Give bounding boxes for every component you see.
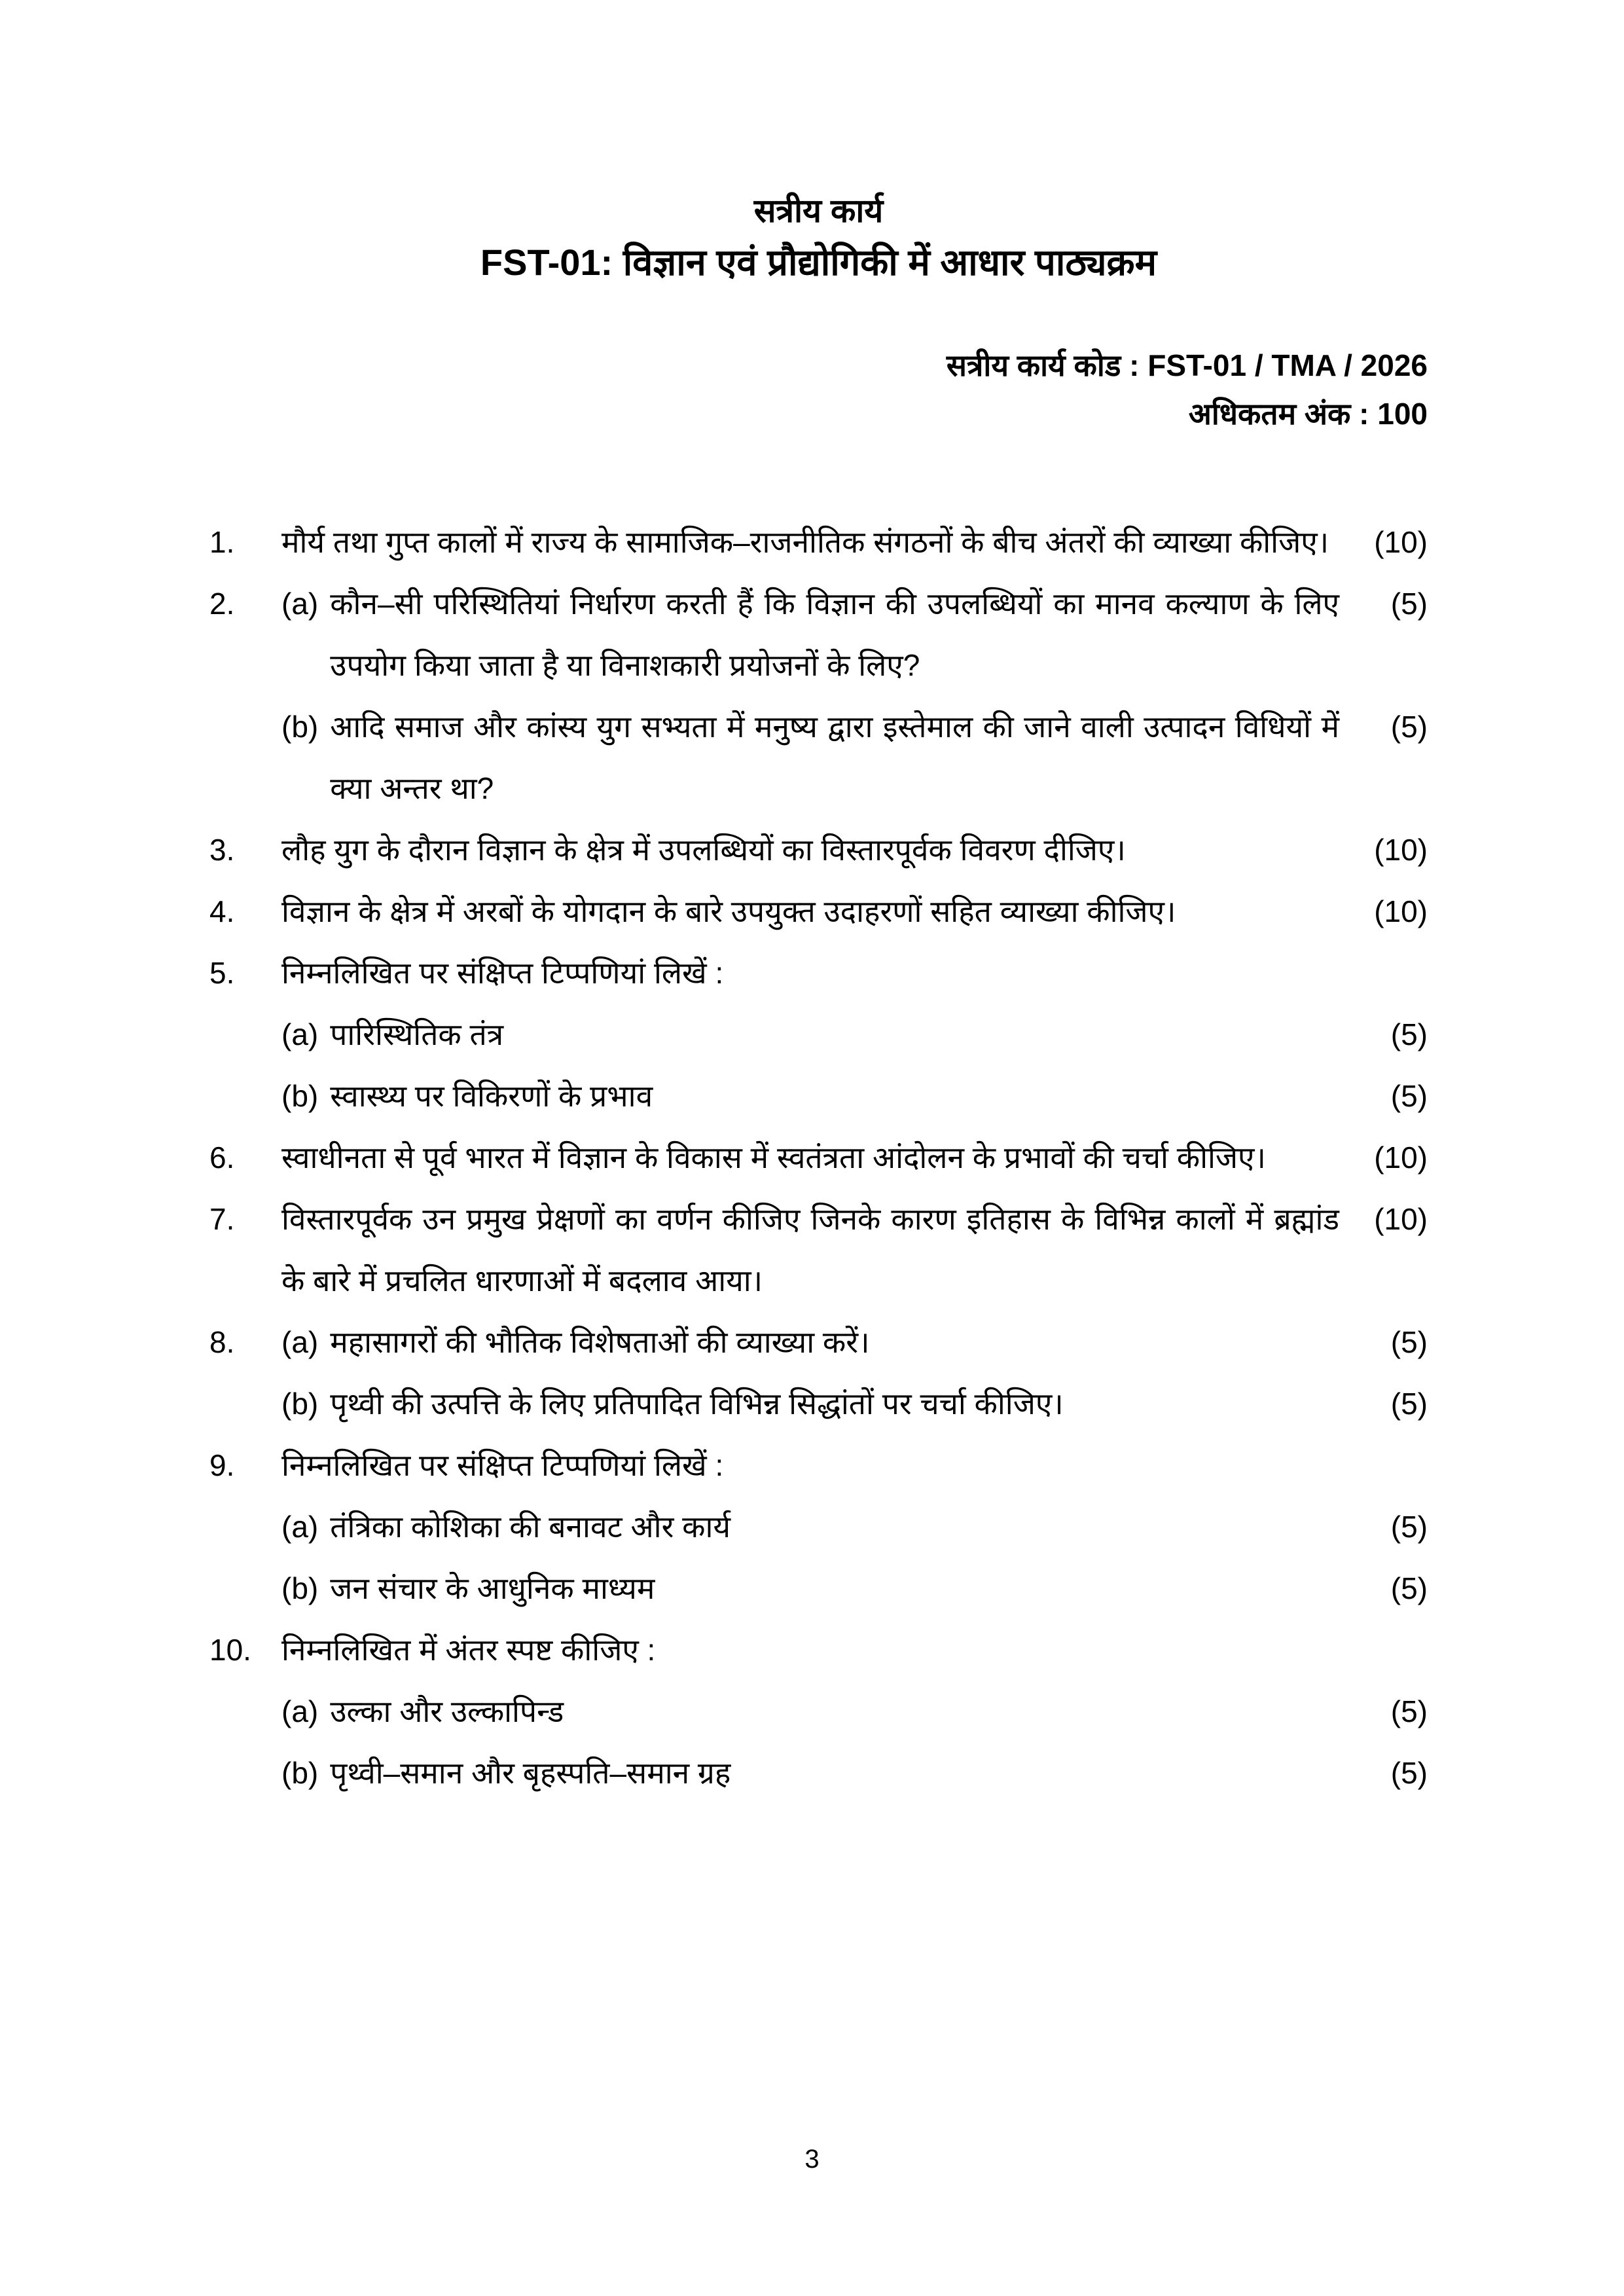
part-text: पृथ्वी की उत्पत्ति के लिए प्रतिपादित विभिन्न सिद्धांतों पर चर्चा कीजिए। (330, 1387, 1064, 1421)
page-header (209, 187, 1428, 438)
question-number: 9. (209, 1448, 235, 1482)
part-marks (1339, 942, 1428, 1004)
question-number: 2. (209, 587, 235, 621)
part-marks: (5) (1390, 1325, 1428, 1359)
question-part (281, 1742, 1428, 1804)
question-row (209, 1127, 1428, 1188)
question-body (281, 511, 1428, 573)
part-text: कौन–सी परिस्थितियां निर्धारण करती हैं कि विज्ञान की उपलब्धियों का मानव कल्याण के लिए उपयोग किया जाता है या विनाशकारी प्रयोजनों के लिए? (330, 587, 1339, 682)
question-part (281, 881, 1428, 942)
question-row (209, 1619, 1428, 1804)
part-text: महासागरों की भौतिक विशेषताओं की व्याख्या करें। (330, 1325, 870, 1359)
question-row (209, 881, 1428, 942)
question-row (209, 942, 1428, 1127)
part-label: (b) (281, 1756, 319, 1790)
question-part (281, 511, 1428, 573)
assignment-code: सत्रीय कार्य कोड : FST-01 / TMA / 2026 (946, 348, 1428, 382)
question-row (209, 573, 1428, 819)
question-number: 1. (209, 525, 235, 559)
part-text: स्वाधीनता से पूर्व भारत में विज्ञान के विकास में स्वतंत्रता आंदोलन के प्रभावों की चर्चा कीजिए। (281, 1140, 1266, 1175)
part-marks: (10) (1374, 1140, 1428, 1175)
part-label: (a) (281, 1694, 319, 1728)
part-marks: (5) (1390, 1756, 1428, 1790)
part-marks: (5) (1390, 1079, 1428, 1113)
part-marks: (5) (1390, 1571, 1428, 1605)
part-label: (a) (281, 1017, 319, 1051)
part-marks: (5) (1390, 1694, 1428, 1728)
question-part (281, 1004, 1428, 1065)
question-body (281, 942, 1428, 1127)
part-text: विस्तारपूर्वक उन प्रमुख प्रेक्षणों का वर्णन कीजिए जिनके कारण इतिहास के विभिन्न कालों में ब्रह्मांड के बारे में प्रचलित धारणाओं में बदलाव आया। (281, 1202, 1339, 1298)
part-text: निम्नलिखित पर संक्षिप्त टिप्पणियां लिखें : (281, 1448, 724, 1482)
document-title: सत्रीय कार्य (753, 192, 884, 229)
part-text: निम्नलिखित पर संक्षिप्त टिप्पणियां लिखें : (281, 956, 724, 990)
part-label: (a) (281, 1510, 319, 1544)
question-body (281, 1434, 1428, 1619)
question-part (281, 1127, 1428, 1188)
question-body (281, 819, 1428, 881)
question-part (281, 1065, 1428, 1127)
question-number: 10. (209, 1633, 251, 1667)
question-row (209, 1434, 1428, 1619)
question-body (281, 1127, 1428, 1188)
page-footer (0, 2143, 1624, 2175)
part-label: (b) (281, 1079, 319, 1113)
question-body (281, 1188, 1428, 1311)
question-row (209, 1311, 1428, 1434)
part-text: पृथ्वी–समान और बृहस्पति–समान ग्रह (330, 1756, 731, 1790)
part-text: लौह युग के दौरान विज्ञान के क्षेत्र में उपलब्धियों का विस्तारपूर्वक विवरण दीजिए। (281, 833, 1126, 867)
part-text: उल्का और उल्कापिन्ड (330, 1694, 564, 1728)
question-part (281, 1681, 1428, 1742)
question-row (209, 1188, 1428, 1311)
question-part (281, 1311, 1428, 1373)
part-text: स्वास्थ्य पर विकिरणों के प्रभाव (330, 1079, 653, 1113)
part-marks (1339, 1619, 1428, 1681)
question-number: 3. (209, 833, 235, 867)
part-text: पारिस्थितिक तंत्र (330, 1017, 504, 1051)
part-label: (a) (281, 587, 319, 621)
part-marks: (10) (1374, 1202, 1428, 1236)
part-marks: (10) (1374, 833, 1428, 867)
question-number: 6. (209, 1140, 235, 1175)
part-label: (a) (281, 1325, 319, 1359)
part-marks (1339, 1434, 1428, 1496)
part-marks: (10) (1374, 894, 1428, 928)
part-text: निम्नलिखित में अंतर स्पष्ट कीजिए : (281, 1633, 656, 1667)
part-marks: (5) (1390, 1387, 1428, 1421)
part-label: (b) (281, 710, 319, 744)
part-label: (b) (281, 1571, 319, 1605)
question-number: 8. (209, 1325, 235, 1359)
course-title: FST-01: विज्ञान एवं प्रौद्योगिकी में आधार पाठ्यक्रम (480, 242, 1157, 283)
part-text: तंत्रिका कोशिका की बनावट और कार्य (330, 1510, 731, 1544)
question-number: 7. (209, 1202, 235, 1236)
question-part (281, 1558, 1428, 1619)
question-body (281, 573, 1428, 819)
part-marks: (5) (1390, 1510, 1428, 1544)
part-label: (b) (281, 1387, 319, 1421)
question-number: 4. (209, 894, 235, 928)
part-text: मौर्य तथा गुप्त कालों में राज्य के सामाजिक–राजनीतिक संगठनों के बीच अंतरों की व्याख्या कीजिए। (281, 525, 1329, 559)
question-part (281, 573, 1428, 696)
part-marks: (5) (1390, 1017, 1428, 1051)
question-row (209, 511, 1428, 573)
question-part (281, 1619, 1428, 1681)
part-text: जन संचार के आधुनिक माध्यम (330, 1571, 655, 1605)
question-part (281, 1373, 1428, 1434)
max-marks: अधिकतम अंक : 100 (1188, 397, 1428, 431)
question-row (209, 819, 1428, 881)
question-part (281, 1188, 1428, 1311)
question-part (281, 819, 1428, 881)
question-list (209, 511, 1428, 1804)
part-text: आदि समाज और कांस्य युग सभ्यता में मनुष्य द्वारा इस्तेमाल की जाने वाली उत्पादन विधियों में क्या अन्तर था? (330, 710, 1339, 805)
question-part (281, 942, 1428, 1004)
page-number: 3 (804, 2145, 820, 2174)
question-part (281, 696, 1428, 819)
question-number: 5. (209, 956, 235, 990)
question-body (281, 1619, 1428, 1804)
part-text: विज्ञान के क्षेत्र में अरबों के योगदान के बारे उपयुक्त उदाहरणों सहित व्याख्या कीजिए। (281, 894, 1176, 928)
question-part (281, 1496, 1428, 1558)
assignment-meta (209, 341, 1428, 438)
question-part (281, 1434, 1428, 1496)
part-marks: (5) (1390, 710, 1428, 744)
question-body (281, 1311, 1428, 1434)
part-marks: (5) (1390, 587, 1428, 621)
part-marks: (10) (1374, 525, 1428, 559)
question-body (281, 881, 1428, 942)
